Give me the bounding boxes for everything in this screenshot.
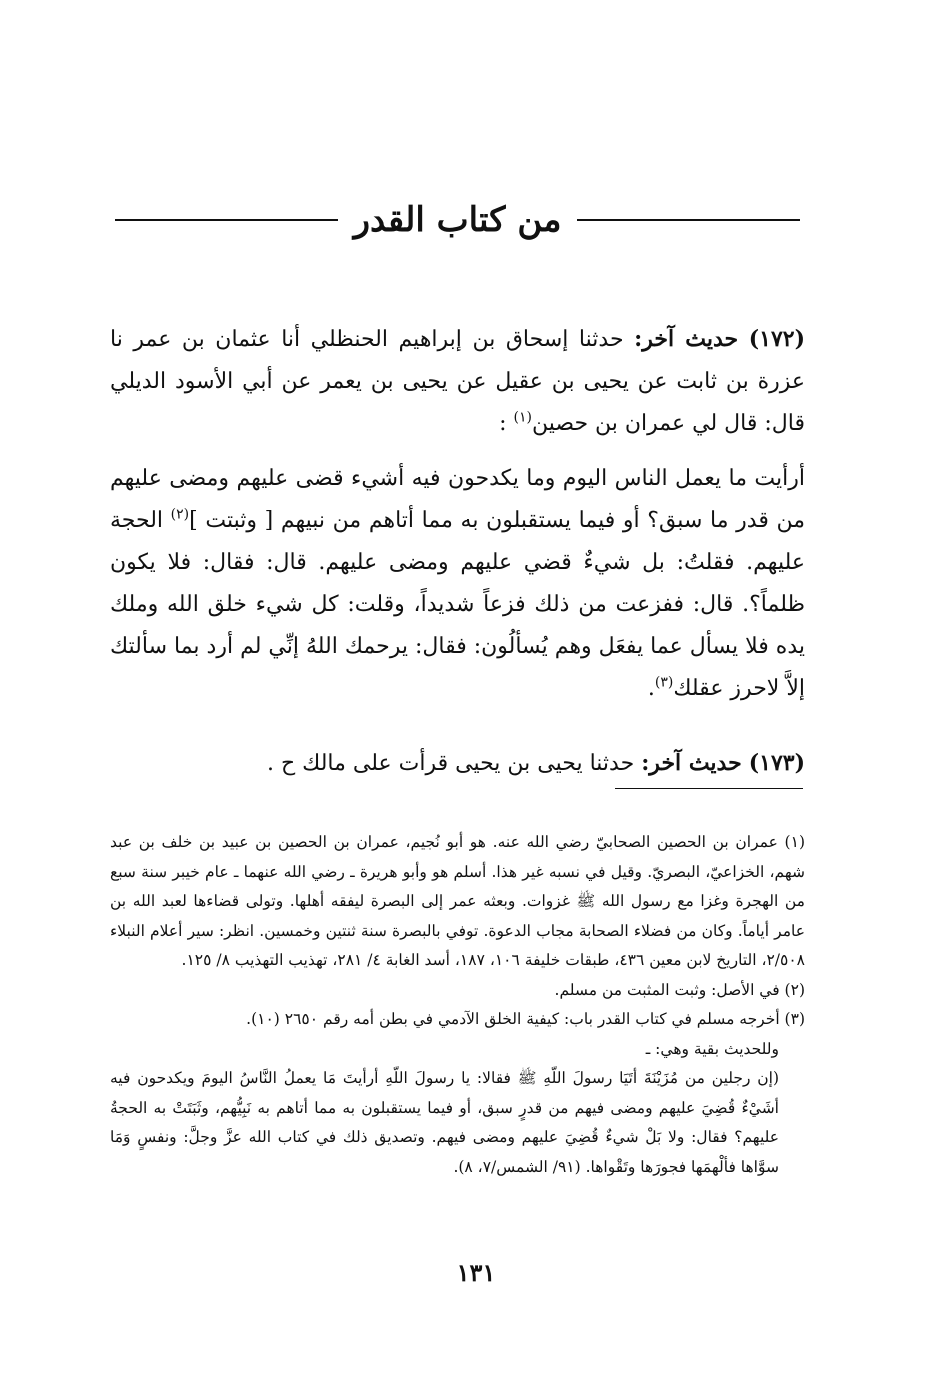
hadith-172-end-punct: .	[647, 676, 655, 701]
hadith-173	[110, 742, 805, 785]
hadith-173-paragraph	[110, 742, 805, 785]
heading-rule-right	[577, 219, 800, 221]
page-number: ١٣١	[456, 1258, 496, 1287]
footnote-3-quote: (إن رجلين من مُزَيْنَةَ أتَيَا رسولَ اللّهِ ﷺ فقالا: يا رسولَ اللّهِ أرأيتَ مَا يعملُ النَّاسُ اليومَ ويكدحون فيه أشَيْءٌ قُضِيَ عليهم ومضى فيهم من قدرٍ سبق، أو فيما يستقبلون به مما أتاهم به نَبِيُّهم، وثَبَتَتْ به الحجةُ عليهم؟ فقال: ولا بَلْ شيءٌ قُضِيَ عليهم ومضى فيهم. وتصديق ذلك في كتاب الله عزَّ وجلَّ: ونفسٍ وَمَا سوَّاها فألْهمَها فجورَها وتَقْواها. (٩١/ الشمس/٧، ٨).	[110, 1069, 779, 1176]
hadith-172	[110, 318, 805, 445]
hadith-172-matn-paragraph	[110, 458, 805, 710]
footnote-3-continuation: وللحديث بقية وهي: ـ	[645, 1039, 779, 1058]
footnotes	[110, 828, 805, 1182]
hadith-173-number: (١٧٣)	[748, 750, 805, 776]
hadith-172-isnad	[110, 318, 805, 445]
footnote-ref-2[interactable]: (٢)	[170, 506, 190, 523]
chapter-title: من كتاب القدر	[353, 200, 562, 240]
footnote-1: (١) عمران بن الحصين الصحابيّ رضي الله عنه. هو أبو نُجيم، عمران بن الحصين بن عبيد بن خلف بن عبد شهم، الخزاعيّ، البصريّ. وقيل في نسبه غير هذا. أسلم هو وأبو هريرة ـ رضي الله عنهما ـ عام خيبر سنة سبع من الهجرة وغزا مع رسول الله ﷺ غزوات. وبعثه عمر إلى البصرة ليفقه أهلها. وتولى قضاءها لعبد الله بن عامر أياماً. وكان من فضلاء الصحابة مجاب الدعوة. توفي بالبصرة سنة ثنتين وخمسين. انظر: سير أعلام النبلاء ٢/٥٠٨، التاريخ لابن معين ٤٣٦، طبقات خليفة ١٠٦، ١٨٧، أسد الغابة ٤/ ٢٨١، تهذيب التهذيب ٨/ ١٢٥.	[110, 833, 805, 969]
hadith-172-number: (١٧٢)	[748, 326, 805, 352]
hadith-172-matn	[110, 458, 805, 710]
heading-rule-left	[115, 219, 338, 221]
hadith-172-matn-part1: أرأيت ما يعمل الناس اليوم وما يكدحون فيه أشيء قضى عليهم ومضى عليهم من قدر ما سبق؟ أو فيما يستقبلون به مما أتاهم من نبيهم [ وثبتت ]	[110, 466, 806, 533]
hadith-172-label: حديث آخر:	[634, 326, 739, 352]
footnote-3: (٣) أخرجه مسلم في كتاب القدر باب: كيفية الخلق الآدمي في بطن أمه رقم ٢٦٥٠ (١٠).	[246, 1010, 805, 1028]
hadith-173-text: حدثنا يحيى بن يحيى قرأت على مالك ح .	[267, 751, 635, 776]
footnote-separator	[615, 788, 803, 789]
footnote-ref-1[interactable]: (١)	[513, 409, 532, 426]
hadith-172-isnad-text: حدثنا إسحاق بن إبراهيم الحنظلي أنا عثمان بن عمر نا عزرة بن ثابت عن يحيى بن عقيل عن يحيى بن يعمر عن أبي الأسود الديلي قال: قال لي عمران بن حصين	[110, 327, 805, 436]
footnote-ref-3[interactable]: (٣)	[654, 674, 674, 691]
hadith-173-label: حديث آخر:	[641, 750, 742, 776]
chapter-heading	[115, 192, 800, 248]
hadith-172-isnad-end: :	[499, 411, 507, 436]
hadith-172-matn-part2: الحجة عليهم. فقلتُ: بل شيءٌ قضي عليهم ومضى عليهم. قال: فقال: فلا يكون ظلماً؟. قال: ففزعت من ذلك فزعاً شديداً، وقلت: كل شيء خلق الله وملك يده فلا يسأل عما يفعَل وهم يُسألُون: فقال: يرحمك اللهُ إنِّي لم أرد بما سألتك إلاَّ لاحرز عقلك	[110, 508, 805, 701]
footnote-2: (٢) في الأصل: وثبت المثبت من مسلم.	[554, 980, 805, 999]
